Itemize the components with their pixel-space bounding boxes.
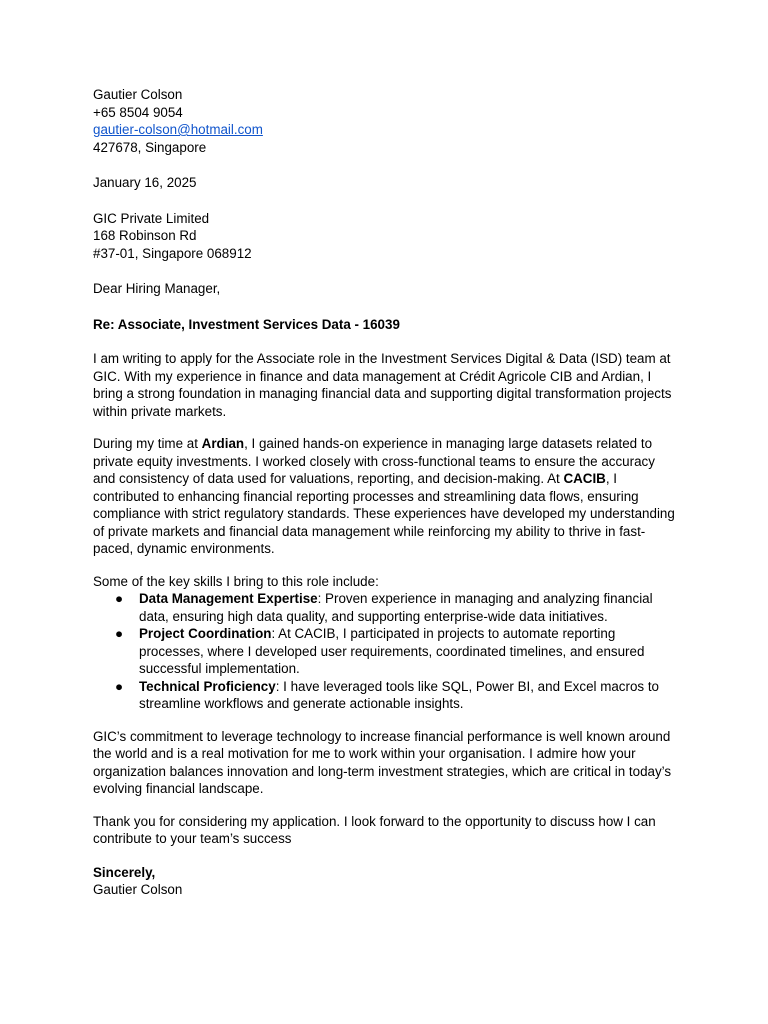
list-item <box>115 625 678 678</box>
skill-text: : I have leveraged tools like SQL, Power BI, and Excel macros to streamline workflows and generate actionable insights. <box>139 678 659 711</box>
sender-block <box>93 86 678 156</box>
skills-list <box>93 590 678 713</box>
cover-letter <box>93 86 678 899</box>
list-item <box>115 678 678 713</box>
paragraph-motivation: GIC’s commitment to leverage technology to increase financial performance is well known around the world and is a real motivation for me to work within your organisation. I admire how your organization balances innovation and long-term investment strategies, which are critical in today’s evolving financial landscape. <box>93 728 672 796</box>
recipient-street: 168 Robinson Rd <box>93 228 197 243</box>
salutation: Dear Hiring Manager, <box>93 281 221 296</box>
sender-phone: +65 8504 9054 <box>93 104 183 120</box>
skill-text: : Proven experience in managing and analyzing financial data, ensuring high data quality, and supporting enterprise-wide data initiatives. <box>139 591 653 624</box>
company-cacib: CACIB <box>563 471 606 486</box>
list-item <box>115 590 678 625</box>
skill-text: : At CACIB, I participated in projects to automate reporting processes, where I developed user requirements, coordinated timelines, and ensured successful implementation. <box>139 626 645 676</box>
closing: Sincerely, <box>93 864 156 880</box>
recipient-company: GIC Private Limited <box>93 210 210 226</box>
recipient-block <box>93 210 678 263</box>
paragraph-thanks: Thank you for considering my application. I look forward to the opportunity to discuss how I can contribute to your team’s success <box>93 813 656 846</box>
bullet-icon: ● <box>115 591 124 606</box>
company-ardian: Ardian <box>201 436 245 451</box>
skill-title: Project Coordination <box>139 626 272 641</box>
skills-intro: Some of the key skills I bring to this role include: <box>93 573 379 589</box>
skill-title: Technical Proficiency <box>139 678 276 694</box>
subject-line: Re: Associate, Investment Services Data - 16039 <box>93 316 400 332</box>
sender-email-link[interactable]: gautier-colson@hotmail.com <box>93 122 263 137</box>
paragraph-intro: I am writing to apply for the Associate role in the Investment Services Digital & Data (ISD) team at GIC. With my experience in finance and data management at Crédit Agricole CIB and Ardian, I bring a strong foundation in managing financial data and supporting digital transformation projects within private markets. <box>93 351 672 419</box>
recipient-unit: #37-01, Singapore 068912 <box>93 245 252 261</box>
bullet-icon: ● <box>115 678 124 694</box>
bullet-icon: ● <box>115 626 124 641</box>
paragraph-experience: During my time at Ardian, I gained hands-on experience in managing large datasets related to private equity investments. I worked closely with cross-functional teams to ensure the accuracy and consistency of data used for valuations, reporting, and decision-making. At CACIB, I contributed to enhancing financial reporting processes and streamlining data flows, ensuring compliance with strict regulatory standards. These experiences have developed my understanding of private markets and financial data management while reinforcing my ability to thrive in fast-paced, dynamic environments. <box>93 436 675 556</box>
sender-location: 427678, Singapore <box>93 139 207 155</box>
signature-name: Gautier Colson <box>93 882 183 897</box>
letter-date: January 16, 2025 <box>93 175 197 190</box>
signature-block <box>93 864 678 899</box>
sender-name: Gautier Colson <box>93 87 183 102</box>
skill-title: Data Management Expertise <box>139 591 318 606</box>
